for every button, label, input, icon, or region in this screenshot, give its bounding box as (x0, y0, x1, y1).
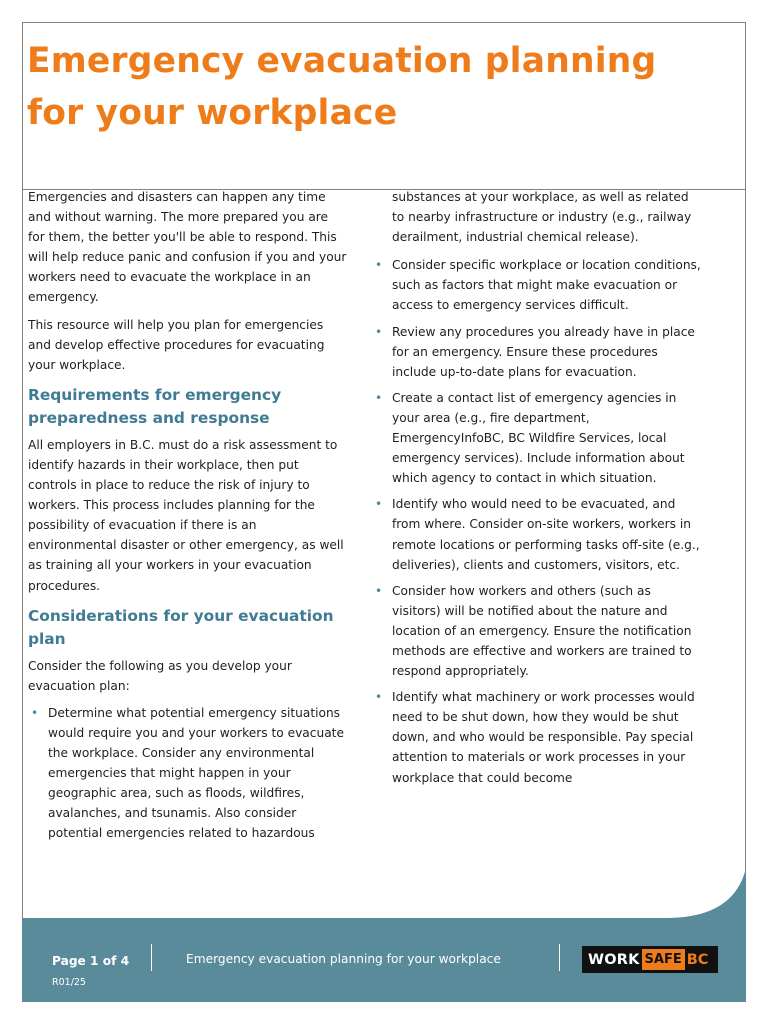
footer-divider-right (559, 944, 560, 971)
bullet-icon: • (375, 324, 383, 339)
list-item (372, 388, 702, 488)
logo-safe-text: SAFE (642, 949, 685, 970)
list-item-text: Determine what potential emergency situations would require you and your workers to evacuate the workplace. Consider any environmental emergencies that might happen in your geographic area, such as floods, wildfires, avalanches, and tsunamis. Also consider potential emergencies related to hazardous (48, 705, 344, 841)
list-item-text: Identify who would need to be evacuated, and from where. Consider on-site workers, workers in remote locations or performing tasks off-site (e.g., deliveries), clients and customers, visitors, etc. (392, 497, 700, 572)
list-item-text: Consider specific workplace or location conditions, such as factors that might make evacuation or access to emergency services difficult. (392, 258, 701, 313)
considerations-list-right (372, 255, 702, 787)
bullet-icon: • (375, 390, 383, 405)
section-heading-considerations: Considerations for your evacuation plan (28, 606, 334, 648)
right-column (372, 187, 702, 794)
list-item (28, 703, 348, 844)
list-item (372, 687, 702, 787)
bullet-continuation: substances at your workplace, as well as related to nearby infrastructure or industry (e.g., railway derailment, industrial chemical release). (392, 190, 692, 245)
list-item (372, 494, 702, 574)
requirements-paragraph: All employers in B.C. must do a risk assessment to identify hazards in their workplace, then put controls in place to reduce the risk of injury to workers. This process includes planning for the possibility of evacuation if there is an environmental disaster or other emergency, as well as training all your workers in your evacuation procedures. (28, 437, 344, 593)
list-item-text: Review any procedures you already have in place for an emergency. Ensure these procedures include up-to-date plans for evacuation. (392, 324, 695, 379)
list-item (372, 581, 702, 681)
footer-divider-left (151, 944, 152, 971)
considerations-intro: Consider the following as you develop your evacuation plan: (28, 658, 292, 693)
list-item-text: Consider how workers and others (such as visitors) will be notified about the nature and location of an emergency. Ensure the notification methods are effective and workers are trained to respond appropriately. (392, 583, 692, 679)
page-number: Page 1 of 4 (52, 954, 130, 968)
footer-title: Emergency evacuation planning for your workplace (186, 952, 501, 966)
considerations-list-left (28, 703, 348, 844)
list-item (372, 255, 702, 315)
bullet-icon: • (375, 258, 383, 273)
bullet-icon: • (375, 497, 383, 512)
worksafebc-logo (582, 946, 718, 973)
bullet-icon: • (375, 583, 383, 598)
list-item (372, 322, 702, 382)
list-item-text: Create a contact list of emergency agencies in your area (e.g., fire department, EmergencyInfoBC, BC Wildfire Services, local emergency services). Include information about which agency to contact in which situation. (392, 390, 685, 486)
intro-paragraph-1: Emergencies and disasters can happen any time and without warning. The more prepared you are for them, the better you'll be able to respond. This will help reduce panic and confusion if you and your workers need to evacuate the workplace in an emergency. (28, 190, 347, 305)
list-item-text: Identify what machinery or work processes would need to be shut down, how they would be shut down, and who would be responsible. Pay special attention to materials or work processes in your workplace that could become (392, 690, 695, 785)
bullet-icon: • (31, 705, 39, 720)
footer-band (22, 836, 746, 1002)
document-title: Emergency evacuation planning for your workplace (27, 41, 657, 133)
document-code: R01/25 (52, 977, 86, 988)
footer-background (22, 868, 746, 1002)
logo-bc-text: BC (686, 951, 709, 968)
section-heading-requirements: Requirements for emergency preparedness and response (28, 385, 282, 427)
intro-paragraph-2: This resource will help you plan for emergencies and develop effective procedures for evacuating your workplace. (28, 317, 325, 372)
left-column (28, 187, 348, 849)
bullet-icon: • (375, 690, 383, 705)
logo-work-text: WORK (588, 951, 640, 968)
